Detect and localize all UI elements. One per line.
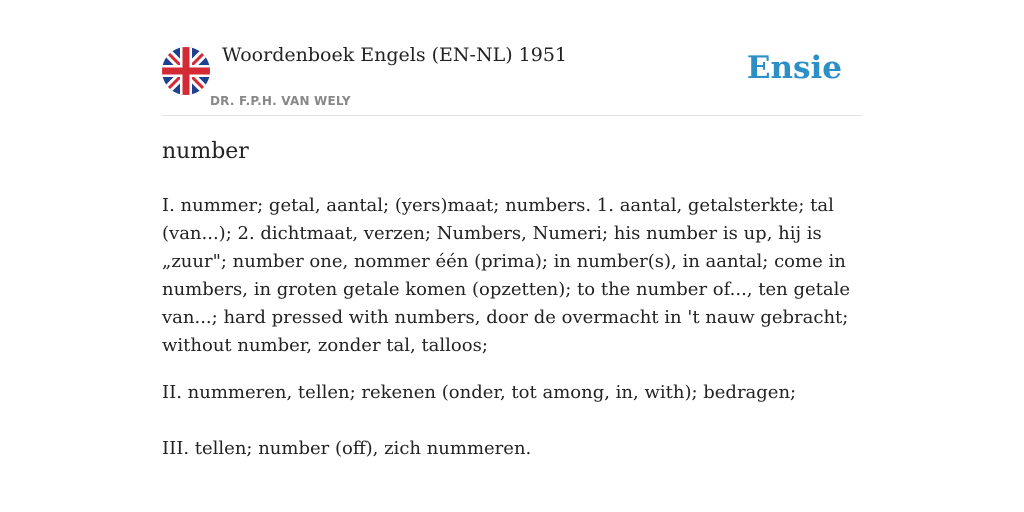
definition-noun: I. nummer; getal, aantal; (yers)maat; numbers. 1. aantal, getalsterkte; tal (van...); 2. dichtmaat, verzen; Numbers, Numeri; his number is up, hij is „zuur"; number one, nommer één (prima); in number(s), in aantal; come in numbers, in groten getale komen (opzetten); to the number of..., ten getale van...; hard pressed with numbers, door de overmacht in 't nauw gebracht; without number, zonder tal, talloos; bbox=[162, 195, 850, 356]
entry-headword: number bbox=[162, 139, 249, 164]
dictionary-author: DR. F.P.H. VAN WELY bbox=[210, 94, 351, 108]
definition-verb-intransitive: III. tellen; number (off), zich nummeren. bbox=[162, 438, 532, 459]
dictionary-title: Woordenboek Engels (EN-NL) 1951 bbox=[222, 44, 567, 66]
ensie-logo[interactable]: Ensie bbox=[746, 50, 842, 86]
definitions bbox=[162, 192, 862, 463]
uk-flag-icon bbox=[162, 47, 210, 95]
header-divider bbox=[162, 115, 862, 116]
definition-verb-transitive: II. nummeren, tellen; rekenen (onder, tot among, in, with); bedragen; bbox=[162, 382, 797, 403]
